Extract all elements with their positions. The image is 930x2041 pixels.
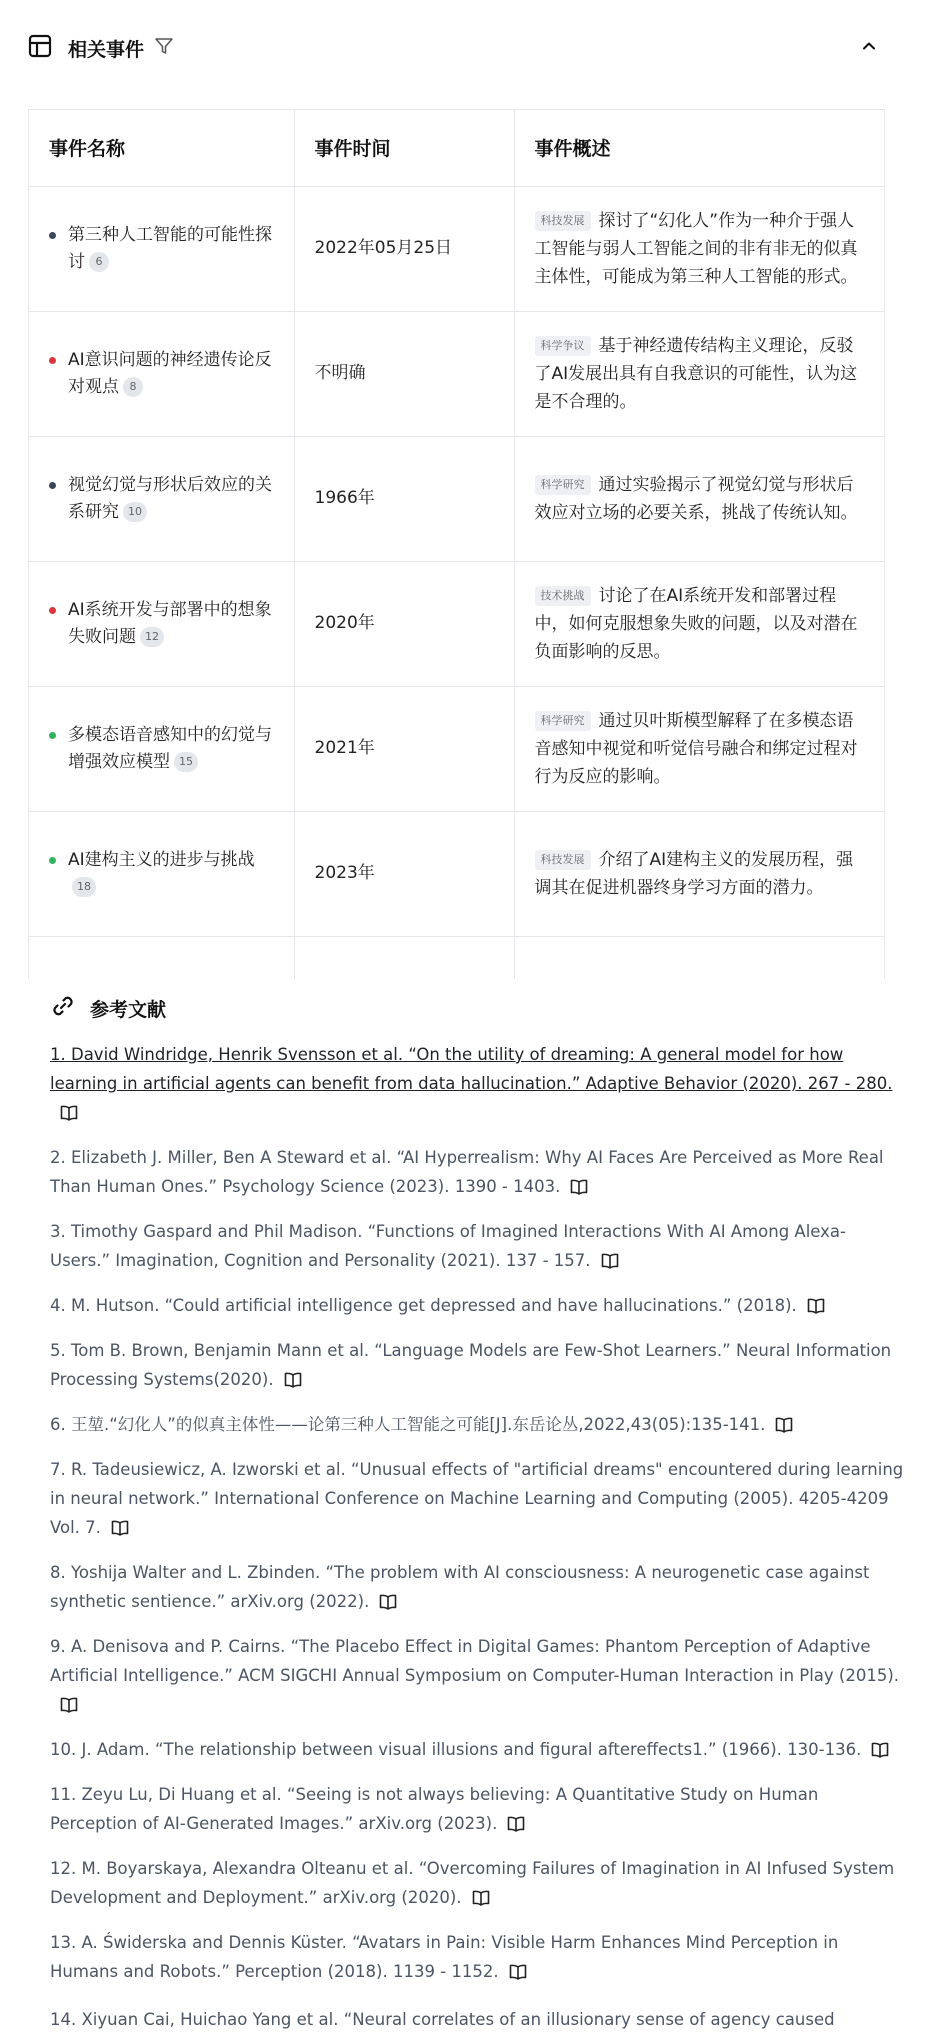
event-time: 不明确 xyxy=(294,311,514,436)
event-name[interactable]: AI系统开发与部署中的想象失败问题 12 xyxy=(68,599,272,647)
reference-item[interactable] xyxy=(50,1558,905,1619)
count-badge: 12 xyxy=(140,627,164,647)
event-summary: 通过贝叶斯模型解释了在多模态语音感知中视觉和听觉信号融合和绑定过程对行为反应的影响。 xyxy=(534,710,858,787)
category-tag: 技术挑战 xyxy=(535,586,591,606)
reference-text[interactable]: 7. R. Tadeusiewicz, A. Izworski et al. “Unusual effects of "artificial dreams" encountered during learning in neural network.” International Conference on Machine Learning and Computing (2005). 4205-4209 Vol. 7. xyxy=(50,1460,904,1537)
book-icon[interactable] xyxy=(601,1249,619,1278)
book-icon[interactable] xyxy=(509,1960,527,1989)
status-dot xyxy=(49,732,56,739)
event-time: 2020年 xyxy=(294,561,514,686)
reference-text[interactable]: 5. Tom B. Brown, Benjamin Mann et al. “Language Models are Few-Shot Learners.” Neural Information Processing Systems(2020). xyxy=(50,1341,892,1389)
filter-icon[interactable] xyxy=(154,36,174,60)
chevron-up-icon[interactable] xyxy=(860,37,878,59)
reference-item[interactable] xyxy=(50,1780,905,1841)
table-row xyxy=(29,561,884,686)
event-name[interactable]: AI建构主义的进步与挑战18 xyxy=(68,847,274,901)
events-table xyxy=(28,109,885,979)
count-badge: 8 xyxy=(123,377,143,397)
reference-item[interactable] xyxy=(50,1143,905,1204)
column-header-summary: 事件概述 xyxy=(514,110,884,186)
reference-text[interactable]: 6. 王堃.“幻化人”的似真主体性——论第三种人工智能之可能[J].东岳论丛,2022,43(05):135-141. xyxy=(50,1415,766,1434)
count-badge: 15 xyxy=(174,752,198,772)
reference-item[interactable] xyxy=(50,1217,905,1278)
category-tag: 科学争议 xyxy=(535,336,591,356)
category-tag: 科学研究 xyxy=(535,475,591,495)
reference-item[interactable] xyxy=(50,1632,905,1722)
count-badge: 6 xyxy=(89,252,109,272)
reference-text[interactable]: 2. Elizabeth J. Miller, Ben A Steward et al. “AI Hyperrealism: Why AI Faces Are Perceived as More Real Than Human Ones.” Psychology Science (2023). 1390 - 1403. xyxy=(50,1148,884,1196)
status-dot xyxy=(49,607,56,614)
table-row xyxy=(29,936,884,979)
event-name[interactable]: AI意识问题的神经遗传论反对观点 8 xyxy=(68,349,272,397)
table-row xyxy=(29,436,884,561)
category-tag: 科学研究 xyxy=(535,711,591,731)
reference-text[interactable]: 8. Yoshija Walter and L. Zbinden. “The problem with AI consciousness: A neurogenetic case against synthetic sentience.” arXiv.org (2022). xyxy=(50,1563,870,1611)
status-dot xyxy=(49,232,56,239)
reference-item[interactable] xyxy=(50,1455,905,1545)
book-icon[interactable] xyxy=(60,1101,78,1130)
reference-text[interactable]: 13. A. Świderska and Dennis Küster. “Avatars in Pain: Visible Harm Enhances Mind Perception in Humans and Robots.” Perception (2018). 1139 - 1152. xyxy=(50,1933,839,1981)
reference-item[interactable] xyxy=(50,1854,905,1915)
table-row xyxy=(29,186,884,311)
reference-text[interactable]: 10. J. Adam. “The relationship between visual illusions and figural aftereffects1.” (1966). 130-136. xyxy=(50,1740,862,1759)
table-row xyxy=(29,686,884,811)
event-time: 2022年05月25日 xyxy=(294,186,514,311)
event-summary: 讨论了在AI系统开发和部署过程中，如何克服想象失败的问题，以及对潜在负面影响的反思。 xyxy=(534,585,858,662)
reference-item[interactable] xyxy=(50,1291,905,1323)
column-header-name: 事件名称 xyxy=(29,110,294,186)
table-row xyxy=(29,311,884,436)
references-list xyxy=(50,1040,905,2002)
reference-item[interactable] xyxy=(50,1928,905,1989)
references-header xyxy=(50,990,166,1026)
status-dot xyxy=(49,357,56,364)
table-layout-icon xyxy=(28,34,52,62)
book-icon[interactable] xyxy=(807,1294,825,1323)
event-summary: 通过实验揭示了视觉幻觉与形状后效应对立场的必要关系，挑战了传统认知。 xyxy=(534,474,858,523)
event-summary: 探讨了“幻化人”作为一种介于强人工智能与弱人工智能之间的非有非无的似真主体性，可能成为第三种人工智能的形式。 xyxy=(534,210,858,287)
category-tag: 科技发展 xyxy=(535,850,591,870)
count-badge: 10 xyxy=(123,502,147,522)
book-icon[interactable] xyxy=(472,1886,490,1915)
book-icon[interactable] xyxy=(60,1693,78,1722)
reference-link[interactable]: 1. David Windridge, Henrik Svensson et al. “On the utility of dreaming: A general model for how learning in artificial agents can benefit from data hallucination.” Adaptive Behavior (2020). 267 - 280. xyxy=(50,1045,893,1093)
table-row xyxy=(29,811,884,936)
event-summary: 介绍了AI建构主义的发展历程，强调其在促进机器终身学习方面的潜力。 xyxy=(534,849,854,898)
event-name[interactable]: 视觉幻觉与形状后效应的关系研究 10 xyxy=(68,474,272,522)
reference-item[interactable] xyxy=(50,1336,905,1397)
reference-text[interactable]: 12. M. Boyarskaya, Alexandra Olteanu et al. “Overcoming Failures of Imagination in AI Infused System Development and Deployment.” arXiv.org (2020). xyxy=(50,1859,895,1907)
reference-item[interactable] xyxy=(50,1040,905,1130)
references-title: 参考文献 xyxy=(90,998,167,1021)
table-header-row xyxy=(29,110,884,186)
reference-item-partial[interactable]: 14. Xiyuan Cai, Huichao Yang et al. “Neural correlates of an illusionary sense of agency caused xyxy=(50,2010,835,2029)
reference-text[interactable]: 11. Zeyu Lu, Di Huang et al. “Seeing is not always believing: A Quantitative Study on Human Perception of AI-Generated Images.” arXiv.org (2023). xyxy=(50,1785,819,1833)
reference-text[interactable]: 4. M. Hutson. “Could artificial intelligence get depressed and have hallucinations.” (2018). xyxy=(50,1296,797,1315)
status-dot xyxy=(49,857,56,864)
event-time: 1966年 xyxy=(294,436,514,561)
count-badge: 18 xyxy=(72,877,96,897)
reference-item[interactable] xyxy=(50,1410,905,1442)
reference-text[interactable]: 9. A. Denisova and P. Cairns. “The Placebo Effect in Digital Games: Phantom Perception of Adaptive Artificial Intelligence.” ACM SIGCHI Annual Symposium on Computer-Human Interaction in Play (2015). xyxy=(50,1637,900,1685)
book-icon[interactable] xyxy=(570,1175,588,1204)
event-name[interactable]: 多模态语音感知中的幻觉与增强效应模型 15 xyxy=(68,724,272,772)
book-icon[interactable] xyxy=(775,1413,793,1442)
column-header-time: 事件时间 xyxy=(294,110,514,186)
book-icon[interactable] xyxy=(871,1738,889,1767)
section-title: 相关事件 xyxy=(68,38,145,61)
status-dot xyxy=(49,482,56,489)
link-icon xyxy=(50,993,76,1023)
reference-text[interactable]: 3. Timothy Gaspard and Phil Madison. “Functions of Imagined Interactions With AI Among Alexa-Users.” Imagination, Cognition and Personality (2021). 137 - 157. xyxy=(50,1222,846,1270)
event-summary: 基于神经遗传结构主义理论，反驳了AI发展出具有自我意识的可能性，认为这是不合理的。 xyxy=(534,335,858,412)
category-tag: 科技发展 xyxy=(535,211,591,231)
book-icon[interactable] xyxy=(507,1812,525,1841)
reference-item[interactable] xyxy=(50,1735,905,1767)
book-icon[interactable] xyxy=(284,1368,302,1397)
event-time: 2021年 xyxy=(294,686,514,811)
event-name[interactable]: 第三种人工智能的可能性探讨 6 xyxy=(68,224,272,272)
book-icon[interactable] xyxy=(379,1590,397,1619)
section-header xyxy=(28,28,888,68)
book-icon[interactable] xyxy=(111,1516,129,1545)
event-time: 2023年 xyxy=(294,811,514,936)
